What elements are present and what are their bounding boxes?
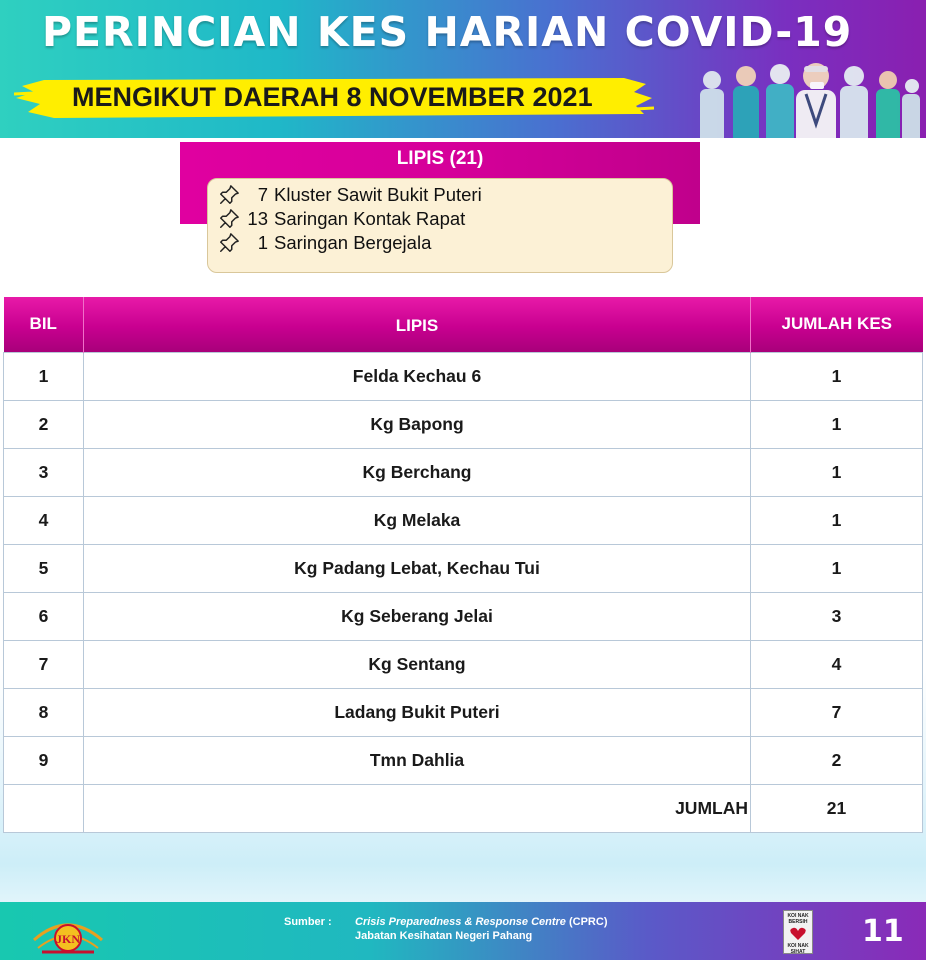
row-number: 9 bbox=[4, 736, 84, 784]
summary-title: LIPIS (21) bbox=[396, 148, 484, 169]
pushpin-icon bbox=[218, 208, 240, 230]
row-location: Kg Berchang bbox=[84, 448, 751, 496]
subtitle-highlight bbox=[14, 72, 654, 122]
column-header-bil: BIL bbox=[4, 297, 84, 352]
column-header-jumlah: JUMLAH KES bbox=[751, 297, 923, 352]
source-organization bbox=[355, 916, 607, 928]
total-empty-cell bbox=[4, 784, 84, 832]
table-row bbox=[4, 352, 923, 400]
page-subtitle: MENGIKUT DAERAH 8 NOVEMBER 2021 bbox=[72, 82, 593, 112]
summary-label: Saringan Bergejala bbox=[274, 232, 432, 253]
source-label: Sumber : bbox=[284, 916, 332, 928]
pushpin-icon bbox=[218, 184, 240, 206]
header-banner bbox=[0, 0, 926, 138]
svg-text:JKN: JKN bbox=[56, 932, 80, 946]
row-case-count: 1 bbox=[751, 448, 923, 496]
heart-icon bbox=[789, 927, 807, 941]
summary-count: 1 bbox=[257, 232, 268, 253]
row-case-count: 2 bbox=[751, 736, 923, 784]
row-location: Ladang Bukit Puteri bbox=[84, 688, 751, 736]
row-location: Kg Melaka bbox=[84, 496, 751, 544]
row-number: 2 bbox=[4, 400, 84, 448]
row-number: 6 bbox=[4, 592, 84, 640]
summary-item bbox=[218, 207, 662, 231]
table-row bbox=[4, 592, 923, 640]
summary-count: 13 bbox=[247, 208, 268, 229]
cases-table bbox=[3, 297, 923, 833]
row-number: 8 bbox=[4, 688, 84, 736]
row-location: Felda Kechau 6 bbox=[84, 352, 751, 400]
row-number: 4 bbox=[4, 496, 84, 544]
row-case-count: 1 bbox=[751, 544, 923, 592]
summary-card bbox=[207, 178, 673, 273]
pushpin-icon bbox=[218, 232, 240, 254]
table-row bbox=[4, 496, 923, 544]
row-number: 5 bbox=[4, 544, 84, 592]
summary-label: Kluster Sawit Bukit Puteri bbox=[274, 184, 482, 205]
table-row bbox=[4, 400, 923, 448]
koi-nak-sihat-badge bbox=[783, 910, 813, 954]
jkn-logo bbox=[28, 910, 108, 958]
row-case-count: 1 bbox=[751, 496, 923, 544]
summary-item bbox=[218, 183, 662, 207]
source-org-name: Crisis Preparedness & Response Centre bbox=[355, 916, 566, 928]
table-row bbox=[4, 688, 923, 736]
table-header-row bbox=[4, 297, 923, 352]
table-row bbox=[4, 736, 923, 784]
table-total-row bbox=[4, 784, 923, 832]
row-number: 3 bbox=[4, 448, 84, 496]
row-number: 1 bbox=[4, 352, 84, 400]
summary-item bbox=[218, 231, 662, 255]
source-department: Jabatan Kesihatan Negeri Pahang bbox=[355, 930, 533, 942]
row-location: Kg Padang Lebat, Kechau Tui bbox=[84, 544, 751, 592]
row-case-count: 4 bbox=[751, 640, 923, 688]
medical-staff-illustration bbox=[688, 54, 920, 138]
table-row bbox=[4, 544, 923, 592]
column-header-lipis: LIPIS bbox=[84, 297, 751, 352]
page-number: 11 bbox=[862, 914, 904, 949]
table-row bbox=[4, 640, 923, 688]
table-row bbox=[4, 448, 923, 496]
badge-bottom-text: KOI NAK SIHAT bbox=[787, 943, 809, 955]
row-location: Kg Sentang bbox=[84, 640, 751, 688]
source-org-abbr: (CPRC) bbox=[568, 916, 608, 928]
badge-top-text: KOI NAK BERSIH bbox=[787, 913, 809, 925]
row-location: Kg Seberang Jelai bbox=[84, 592, 751, 640]
summary-count: 7 bbox=[257, 184, 268, 205]
total-value: 21 bbox=[751, 784, 923, 832]
total-label: JUMLAH bbox=[84, 784, 751, 832]
page-title: PERINCIAN KES HARIAN COVID-19 bbox=[42, 8, 853, 56]
row-location: Kg Bapong bbox=[84, 400, 751, 448]
row-case-count: 7 bbox=[751, 688, 923, 736]
row-number: 7 bbox=[4, 640, 84, 688]
row-location: Tmn Dahlia bbox=[84, 736, 751, 784]
summary-label: Saringan Kontak Rapat bbox=[274, 208, 466, 229]
row-case-count: 3 bbox=[751, 592, 923, 640]
row-case-count: 1 bbox=[751, 352, 923, 400]
row-case-count: 1 bbox=[751, 400, 923, 448]
